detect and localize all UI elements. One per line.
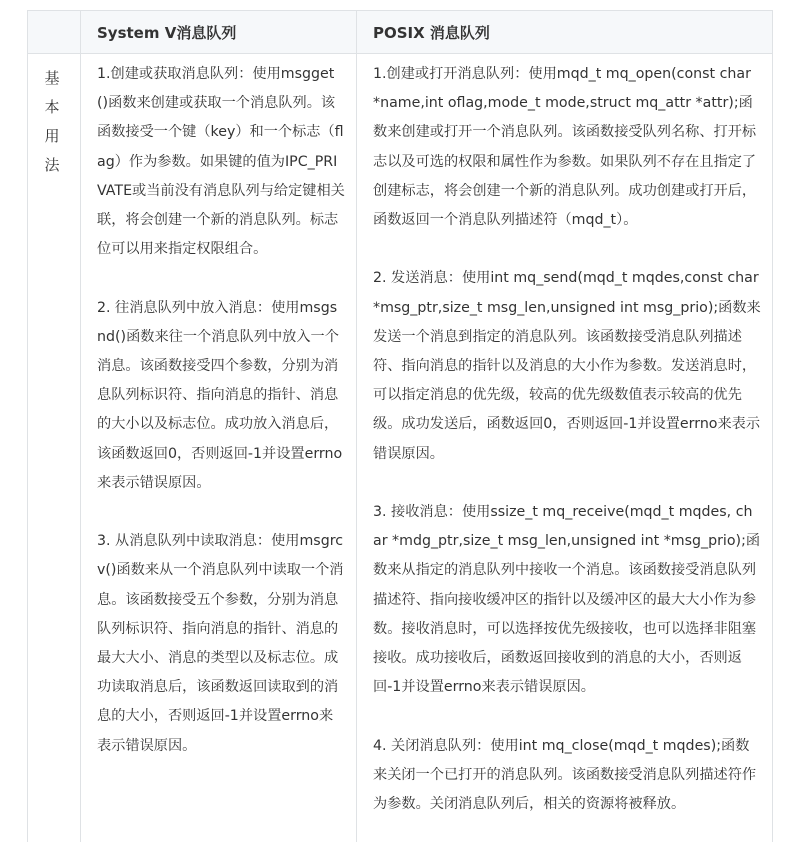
header-cell-posix: POSIX 消息队列 xyxy=(373,24,490,42)
system-v-cell xyxy=(97,60,345,761)
posix-step-2: 2. 发送消息：使用int mq_send(mqd_t mqdes,const char *msg_ptr,size_t msg_len,unsigned int msg_prio);函数来发送一个消息到指定的消息队列。该函数接受消息队列描述符、指向消息的指针以及消息的大小作为参数。发送消息时，可以指定消息的优先级，较高的优先级数值表示较高的优先级。成功发送后，函数返回0，否则返回-1并设置errno来表示错误原因。 xyxy=(373,270,761,462)
posix-step-3: 3. 接收消息：使用ssize_t mq_receive(mqd_t mqdes, char *mdg_ptr,size_t msg_len,unsigned int *msg_prio);函数来从指定的消息队列中接收一个消息。该函数接受消息队列描述符、指向接收缓冲区的指针以及缓冲区的最大大小作为参数。接收消息时，可以选择按优先级接收，也可以选择非阻塞接收。成功接收后，函数返回接收到的消息的大小，否则返回-1并设置errno来表示错误原因。 xyxy=(373,504,761,696)
posix-cell xyxy=(373,60,761,819)
row-label-basic-usage: 基 本 用 法 xyxy=(44,69,60,174)
table-header-row xyxy=(28,11,772,54)
posix-step-4: 4. 关闭消息队列：使用int mq_close(mqd_t mqdes);函数来关闭一个已打开的消息队列。该函数接受消息队列描述符作为参数。关闭消息队列后，相关的资源将被释放。 xyxy=(373,737,757,813)
posix-step-1: 1.创建或打开消息队列：使用mqd_t mq_open(const char *name,int oflag,mode_t mode,struct mq_attr *attr);函数来创建或打开一个消息队列。该函数接受队列名称、打开标志以及可选的权限和属性作为参数。如果队列不存在且指定了创建标志，将会创建一个新的消息队列。成功创建或打开后，函数返回一个消息队列描述符（mqd_t）。 xyxy=(373,66,757,229)
column-divider xyxy=(80,11,81,842)
system-v-step-1: 1.创建或获取消息队列：使用msgget()函数来创建或获取一个消息队列。该函数接受一个键（key）和一个标志（flag）作为参数。如果键的值为IPC_PRIVATE或当前没有消息队列与给定键相关联，将会创建一个新的消息队列。标志位可以用来指定权限组合。 xyxy=(97,66,345,258)
column-divider xyxy=(356,11,357,842)
header-cell-system-v: System V消息队列 xyxy=(97,24,237,42)
system-v-step-2: 2. 往消息队列中放入消息：使用msgsnd()函数来往一个消息队列中放入一个消息。该函数接受四个参数，分别为消息队列标识符、指向消息的指针、消息的大小以及标志位。成功放入消息后，该函数返回0，否则返回-1并设置errno来表示错误原因。 xyxy=(97,299,343,491)
system-v-step-3: 3. 从消息队列中读取消息：使用msgrcv()函数来从一个消息队列中读取一个消息。该函数接受五个参数，分别为消息队列标识符、指向消息的指针、消息的最大大小、消息的类型以及标志位。成功读取消息后，该函数返回读取到的消息的大小，否则返回-1并设置errno来表示错误原因。 xyxy=(97,533,344,754)
comparison-table xyxy=(27,10,773,842)
